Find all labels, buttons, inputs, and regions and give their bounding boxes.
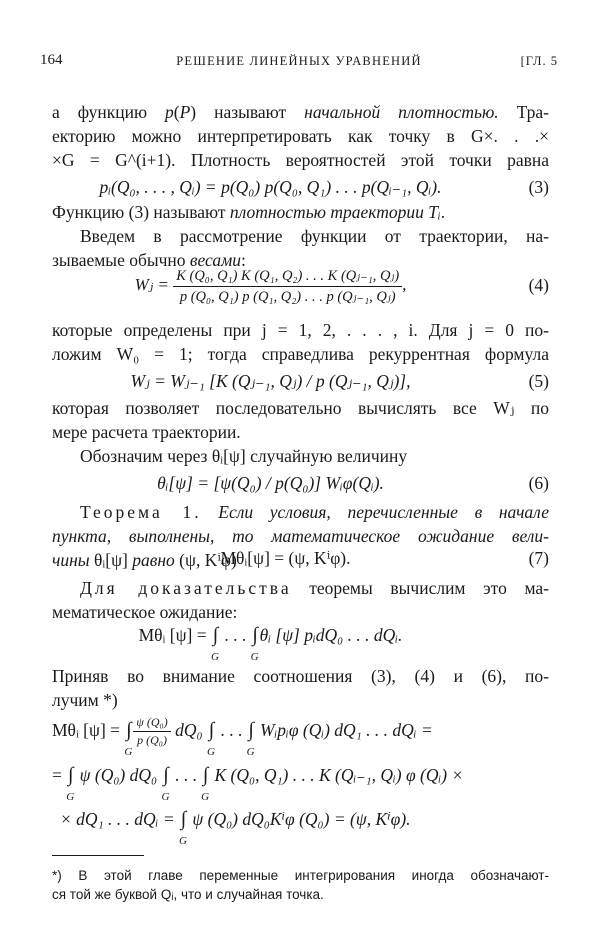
equation-3 <box>52 174 549 200</box>
integral-sign: ∫ G <box>246 719 255 758</box>
text-line: Приняв во внимание соотношения (3), (4) и (6), по- <box>52 666 549 686</box>
equation-7 <box>52 545 549 571</box>
text-line: Обозначим через θᵢ[ψ] случайную величину <box>80 446 408 466</box>
integral-sign: ∫ G <box>161 764 170 803</box>
text-line: которые определены при j = 1, 2, . . . , i. Для j = 0 по- <box>52 320 549 340</box>
ellipsis: . . . <box>220 625 251 645</box>
text-line: ложим W₀ = 1; тогда справедлива рекуррентная формула <box>52 344 549 364</box>
integral-sign: ∫ G <box>179 808 187 847</box>
footnote-line: ся той же буквой Qᵢ, что и случайная точка. <box>52 887 324 902</box>
fraction-numerator: K (Q₀, Q₁) K (Q₁, Q₂) . . . K (Qⱼ₋₁, Qⱼ) <box>173 267 402 287</box>
ellipsis: . . . <box>215 720 247 740</box>
fraction <box>133 715 170 748</box>
text-line: ×G = G^(i+1). Плотность вероятностей этой точки равна <box>52 150 549 170</box>
theorem-line: Теорема 1. Если условия, перечисленные в начале <box>80 502 550 522</box>
running-title: РЕШЕНИЕ ЛИНЕЙНЫХ УРАВНЕНИЙ <box>176 54 422 68</box>
fraction-denominator: p (Q₀, Q₁) p (Q₁, Q₂) . . . p (Qⱼ₋₁, Qⱼ) <box>179 288 396 305</box>
text-line: екторию можно интерпретировать как точку в G×. . .× <box>52 126 549 146</box>
integral-sign: ∫ G <box>66 764 75 803</box>
integrand: θᵢ [ψ] pᵢdQ₀ . . . dQᵢ. <box>259 625 403 645</box>
proof-label: Для доказательства <box>80 578 292 598</box>
integral-sign: ∫ G <box>201 764 210 803</box>
equation-8 <box>52 622 549 663</box>
fraction-numerator: ψ (Q₀) <box>133 715 170 732</box>
page-number: 164 <box>40 52 63 68</box>
equation-9: Mθᵢ [ψ] = ∫ G $\frac{\text{ψ (Q₀)}}{\text{p (Q₀)}}$ dQ₀ ∫ G . . . ∫ G Wᵢpᵢφ (Qᵢ) dQ₁ . . . dQᵢ = <box>52 710 549 750</box>
theorem-line: чины θᵢ[ψ] равно (ψ, Kⁱφ) <box>52 550 237 570</box>
equation-body: Wⱼ = Wⱼ₋₁ [K (Qⱼ₋₁, Qⱼ) / p (Qⱼ₋₁, Qⱼ)], <box>130 371 411 391</box>
equation-10: = ∫ G ψ (Q₀) dQ₀ ∫ G . . . ∫ G K (Q₀, Q₁) . . . K (Qᵢ₋₁, Qᵢ) φ (Qᵢ) × <box>52 764 464 803</box>
equation-lhs: Wⱼ = <box>134 275 169 294</box>
text-line: зываемые обычно весами: <box>52 250 246 270</box>
equation-body: θᵢ[ψ] = [ψ(Q₀) / p(Q₀)] Wᵢφ(Qᵢ). <box>157 473 384 493</box>
text-line: Для доказательства теоремы вычислим это ма- <box>80 578 550 598</box>
equation-punct: , <box>402 275 407 294</box>
equation-body: Mθᵢ[ψ] = (ψ, Kⁱφ). <box>220 548 351 568</box>
fraction <box>173 267 402 306</box>
equation-4 <box>52 260 549 310</box>
equation-lhs: Mθᵢ [ψ] = <box>138 625 212 645</box>
chapter-marker: [ГЛ. 5 <box>520 54 558 68</box>
theorem-label: Теорема 1. <box>80 502 202 522</box>
equation-lhs: Mθᵢ [ψ] = <box>52 720 125 740</box>
integral-sign: ∫ G <box>211 624 219 663</box>
equation-6 <box>52 470 549 496</box>
text-line: а функцию p(P) называют начальной плотностью. Тра- <box>52 102 549 122</box>
text-line: Функцию (3) называют плотностью траектории Tᵢ. <box>52 202 446 222</box>
integral-sign: ∫ G <box>124 719 133 758</box>
equation-11: × dQ₁ . . . dQᵢ = ∫ G ψ (Q₀) dQ₀Kⁱφ (Q₀) = (ψ, Kⁱφ). <box>60 808 411 847</box>
fraction-denominator: p (Q₀) <box>137 733 167 748</box>
equation-number: (5) <box>528 371 549 391</box>
integral-sign: ∫ G <box>250 624 259 663</box>
equation-number: (3) <box>528 177 549 197</box>
running-header <box>40 52 558 74</box>
theorem-line: пункта, выполнены, то математическое ожидание вели- <box>52 526 549 546</box>
equation-number: (6) <box>528 473 549 493</box>
ellipsis: . . . <box>170 765 202 785</box>
equation-number: (7) <box>528 548 549 568</box>
text-line: мере расчета траектории. <box>52 422 241 442</box>
equation-5 <box>52 368 549 394</box>
text-line: Введем в рассмотрение функции от траектории, на- <box>80 226 549 246</box>
text-line: мематическое ожидание: <box>52 602 238 622</box>
equation-body: pᵢ(Q₀, . . . , Qᵢ) = p(Q₀) p(Q₀, Q₁) . . . p(Qᵢ₋₁, Qᵢ). <box>99 177 442 197</box>
text-line: лучим *) <box>52 690 118 710</box>
equals-sign: = <box>52 765 67 785</box>
equation-number: (4) <box>528 275 549 295</box>
text-line: которая позволяет последовательно вычислять все Wⱼ по <box>52 398 549 418</box>
footnote-rule <box>52 855 144 856</box>
footnote-line: *) В этой главе переменные интегрирования иногда обозначают- <box>52 868 549 883</box>
integral-sign: ∫ G <box>206 719 215 758</box>
